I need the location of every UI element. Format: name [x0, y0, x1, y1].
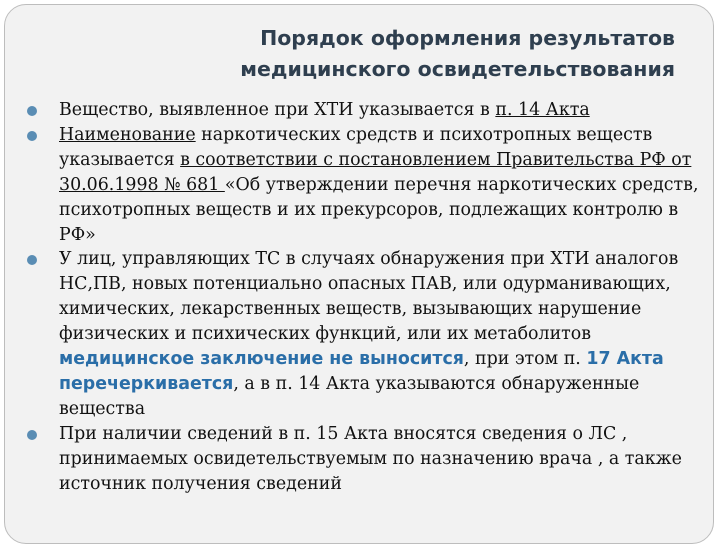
bullet-item-4	[23, 422, 709, 497]
bullet-3-text-a: У лиц, управляющих ТС в случаях обнаружения при ХТИ аналогов НС,ПВ, новых потенциально опасных ПАВ, или одурманивающих, химических, лекарственных веществ, вызывающих нарушение физических и психических функций, или их метаболитов	[59, 249, 679, 345]
bullet-3-highlight-item-17: 17 Акта перечеркивается	[59, 349, 664, 394]
bullet-3-text-b: , при этом п.	[463, 349, 587, 370]
bullet-dot-icon	[27, 255, 37, 265]
slide	[4, 4, 714, 544]
slide-title	[115, 23, 675, 85]
bullet-dot-icon	[27, 430, 37, 440]
bullet-item-1	[23, 98, 709, 123]
bullet-4-text: При наличии сведений в п. 15 Акта вносятся сведения о ЛС , принимаемых освидетельствуемым по назначению врача , а также источник получения сведений	[59, 423, 682, 494]
bullet-item-2	[23, 123, 709, 248]
bullet-list	[23, 98, 709, 497]
bullet-3-highlight-conclusion: медицинское заключение не выносится	[59, 349, 464, 370]
bullet-2-underlined-name: Наименование	[59, 124, 196, 145]
bullet-item-3	[23, 247, 709, 421]
bullet-dot-icon	[27, 106, 37, 116]
bullet-2-text-a: наркотических средств и психотропных веществ указывается	[59, 124, 653, 170]
act-item-14-ref: п. 14 Акта	[495, 100, 590, 120]
title-line-2: медицинского освидетельствования	[240, 57, 675, 81]
bullet-1-text: Вещество, выявленное при ХТИ указывается в	[59, 100, 496, 120]
bullet-2-text-b: «Об утверждении перечня наркотических средств, психотропных веществ и их прекурсоров, подлежащих контролю в РФ»	[59, 174, 699, 245]
bullet-2-decree-ref: в соответствии с постановлением Правительства РФ от 30.06.1998 № 681	[59, 149, 692, 195]
bullet-3-text-c: , а в п. 14 Акта указываются обнаруженные вещества	[59, 373, 640, 419]
bullet-dot-icon	[27, 131, 37, 141]
title-line-1: Порядок оформления результатов	[260, 26, 675, 50]
